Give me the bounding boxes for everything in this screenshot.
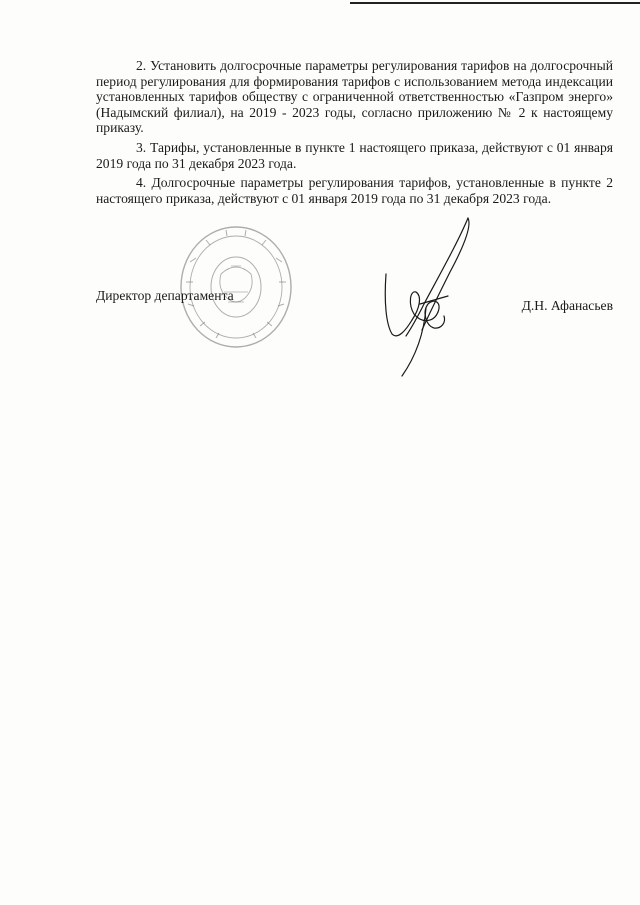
top-edge-line — [350, 2, 640, 4]
signer-name: Д.Н. Афанасьев — [521, 298, 613, 313]
handwritten-signature — [376, 212, 506, 382]
paragraph-2: 2. Установить долгосрочные параметры регулирования тарифов на долгосрочный период регулирования для формирования тарифов с использованием метода индексации установленных тарифов обществу с ограниченной ответственностью «Газпром энерго» (Надымский филиал), на 2019 - 2023 годы, согласно приложению № 2 к настоящему приказу. — [96, 58, 613, 136]
signer-position: Директор департамента — [96, 288, 234, 303]
official-seal-stamp — [176, 222, 296, 352]
document-body — [96, 58, 613, 210]
paragraph-3: 3. Тарифы, установленные в пункте 1 настоящего приказа, действуют с 01 января 2019 года по 31 декабря 2023 года. — [96, 139, 613, 171]
paragraph-4: 4. Долгосрочные параметры регулирования тарифов, установленные в пункте 2 настоящего приказа, действуют с 01 января 2019 года по 31 декабря 2023 года. — [96, 175, 613, 206]
